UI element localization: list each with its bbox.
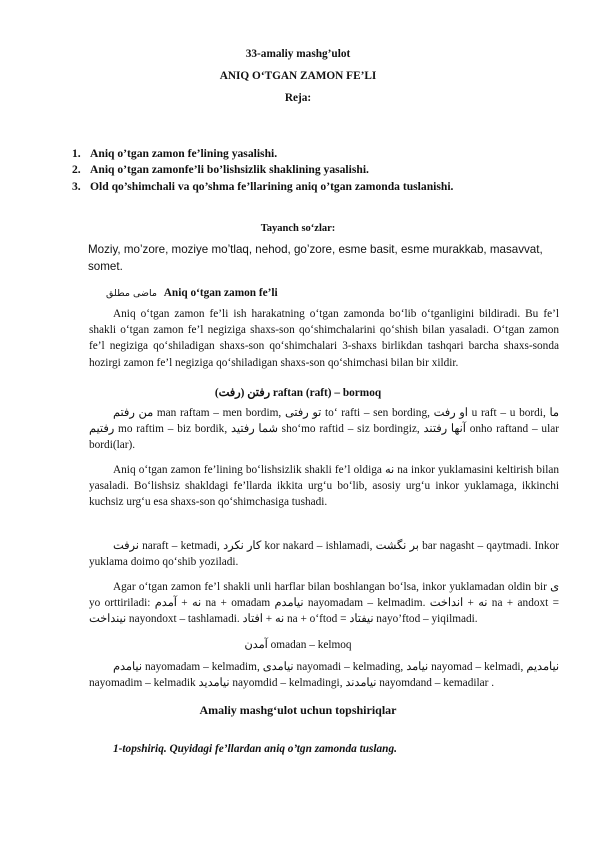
lesson-number: 33-amaliy mashg’ulot: [245, 48, 351, 60]
plan-item: 3. Old qo’shimchali va qo’shma fe’llarining aniq o’tgan zamonda tuslanishi.: [72, 179, 454, 193]
plan-heading: Reja:: [284, 92, 312, 104]
section-heading-title: Aniq o‘tgan zamon fe’li: [163, 287, 278, 299]
exercises-heading: Amaliy mashg‘ulot uchun topshiriqlar: [199, 703, 397, 717]
plan-item: 1. Aniq o’tgan zamon fe’lining yasalishi.: [72, 147, 278, 160]
plan-list: [72, 146, 548, 195]
paragraph-negation: Aniq o‘tgan zamon fe’lining bo‘lishsizlik shakli fe’l oldiga نه na inkor yuklamasini keltirish bilan yasaladi. Bo‘lishsiz shakldagi fe’llarda ikkita urg‘u bo‘lib, asosiy urg‘u inkor yuklamaga, ikkinchi kuchsiz urg‘u esa shaxs-son qo‘shimchasiga tushadi.: [89, 464, 560, 509]
paragraph-negative-examples: نرفت naraft – ketmadi, کار نکرد kor nakard – ishlamadi, بر نگشت bar nagasht – qaytmadi. Inkor yuklama doimo qo‘shib yoziladi.: [89, 540, 559, 569]
verb-raftan-heading: (رفت) رفتن raftan (raft) – bormoq: [214, 387, 382, 399]
keywords-heading: Tayanch so‘zlar:: [260, 223, 336, 234]
paragraph-intro: Aniq o‘tgan zamon fe’li ish harakatning o‘tgan zamonda bo‘lib o‘tganligini bildiradi. Bu fe’l shakli o‘tgan zamon fe’l negiziga shaxs-son qo‘shimchalarini qo‘shish bilan yasaladi. O‘tgan zamon fe’l negiziga qo‘shiladigan shaxs-son qo‘shimchalari 3-shaxs birlikdan tashqari barcha shaxs-sonda hozirgi zamon fe’l negiziga qo‘shiladigan shaxs-son qo‘shimchasi bilan bir xildir.: [89, 308, 559, 369]
verb-omadan-heading: آمدن omadan – kelmoq: [244, 639, 352, 651]
paragraph-vowel-rule: Agar o‘tgan zamon fe’l shakli unli harflar bilan boshlangan bo‘lsa, inkor yuklamadan oldin bir ی yo orttiriladi: نه + آمدم na + omadam نیامدم nayomadam – kelmadim. نه + انداخت na + andoxt = نینداخت nayondoxt – tashlamadi. نه + افتاد na + o‘ftod = نیفتاد nayo’ftod – yiqilmadi.: [89, 581, 559, 626]
section-heading: [106, 285, 278, 302]
document-title: ANIQ O‘TGAN ZAMON FE’LI: [219, 70, 377, 82]
section-heading-arabic: ماضی مطلق: [106, 288, 157, 299]
paragraph-omadan-conjugation: نیامدم nayomadam – kelmadim, نیامدی nayomadi – kelmading, نیامد nayomad – kelmadi, نیامدیم nayomadim – kelmadik نیامدید nayomdid – kelmadingi, نیامدند nayomdand – kemadilar .: [89, 661, 559, 690]
paragraph-raftan-conjugation: من رفتم man raftam – men bordim, تو رفتی to‘ rafti – sen bording, او رفت u raft – u bordi, ما رفتیم mo raftim – biz bordik, شما رفتید sho‘mo raftid – siz bordingiz, آنها رفتند onho raftand – ular bordi(lar).: [89, 407, 559, 452]
keywords-text: Moziy, mo’zore, moziye mo’tlaq, nehod, go’zore, esme basit, esme murakkab, masavvat, somet.: [88, 243, 543, 273]
exercise-task-1: 1-topshiriq. Quyidagi fe’llardan aniq o’tgn zamonda tuslang.: [113, 743, 397, 755]
plan-item: 2. Aniq o’tgan zamonfe’li bo’lishsizlik shaklining yasalishi.: [72, 163, 369, 177]
